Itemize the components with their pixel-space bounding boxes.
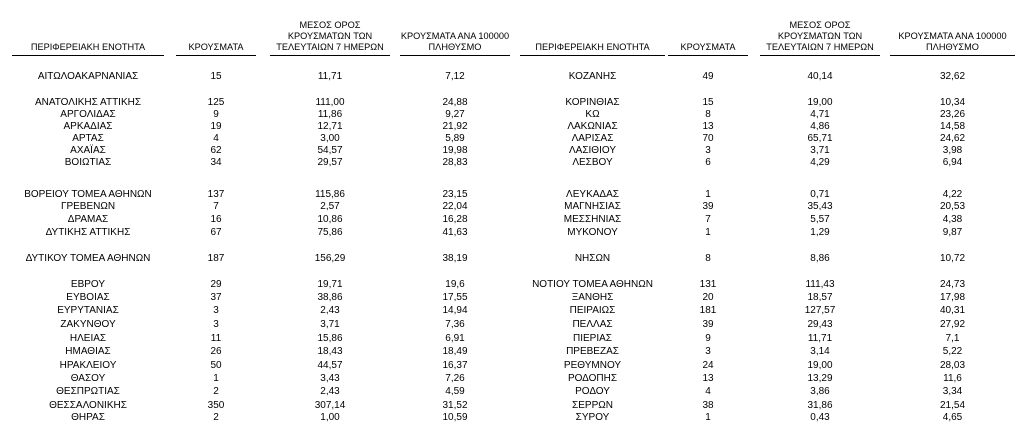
per100k-value: 4,38 — [942, 214, 963, 225]
table-row — [0, 400, 1024, 412]
region-name: ΜΑΓΝΗΣΙΑΣ — [564, 201, 621, 212]
cases-value: 2 — [213, 386, 219, 397]
avg-value: 29,43 — [807, 319, 833, 330]
region-name: ΡΟΔΟΠΗΣ — [567, 373, 618, 384]
region-name: ΜΕΣΣΗΝΙΑΣ — [563, 214, 622, 225]
per100k-value: 21,54 — [939, 400, 966, 411]
avg-value: 307,14 — [314, 400, 346, 411]
cases-value: 24 — [702, 360, 714, 371]
table-row — [0, 279, 1024, 291]
per100k-value: 38,19 — [442, 253, 468, 264]
per100k-value: 17,55 — [442, 292, 468, 303]
table-row — [0, 109, 1024, 121]
avg-value: 4,71 — [810, 109, 830, 120]
region-name: ΔΡΑΜΑΣ — [67, 214, 109, 225]
table-row — [0, 360, 1024, 372]
table-row — [0, 121, 1024, 133]
per100k-value: 24,73 — [939, 279, 966, 290]
region-name: ΠΕΛΛΑΣ — [572, 319, 613, 330]
per100k-value: 3,34 — [942, 386, 963, 397]
region-name: ΘΕΣΠΡΩΤΙΑΣ — [56, 386, 120, 397]
avg-value: 10,86 — [317, 214, 343, 225]
avg-value: 19,71 — [317, 279, 343, 290]
region-name: ΣΕΡΡΩΝ — [572, 400, 613, 411]
cases-value: 37 — [210, 292, 222, 303]
per100k-value: 4,22 — [942, 189, 963, 200]
region-name: ΑΡΚΑΔΙΑΣ — [63, 121, 113, 132]
avg-value: 15,86 — [317, 333, 343, 344]
region-name: ΣΥΡΟΥ — [575, 412, 610, 423]
per100k-value: 20,53 — [939, 201, 966, 212]
table-row — [0, 253, 1024, 265]
table-row — [0, 133, 1024, 145]
per100k-value: 4,65 — [942, 412, 963, 423]
avg-value: 29,57 — [317, 157, 343, 168]
region-name: ΒΟΙΩΤΙΑΣ — [64, 157, 112, 168]
per100k-value: 9,87 — [942, 227, 963, 238]
table-row — [0, 346, 1024, 358]
per100k-value: 41,63 — [442, 227, 468, 238]
per100k-value: 23,26 — [939, 109, 966, 120]
table-row — [0, 412, 1024, 424]
table-row — [0, 333, 1024, 345]
per100k-value: 27,92 — [939, 319, 966, 330]
cases-value: 1 — [213, 373, 219, 384]
avg-value: 19,00 — [807, 97, 833, 108]
cases-value: 38 — [702, 400, 714, 411]
avg-value: 127,57 — [804, 305, 836, 316]
cases-value: 15 — [702, 97, 714, 108]
header-avg-left: ΜΕΣΟΣ ΟΡΟΣ ΚΡΟΥΣΜΑΤΩΝ ΤΩΝ ΤΕΛΕΥΤΑΙΩΝ 7 ΗΜΕΡΩΝ — [270, 10, 390, 56]
cases-value: 19 — [210, 121, 222, 132]
cases-value: 26 — [210, 346, 222, 357]
per100k-value: 7,1 — [945, 333, 960, 344]
region-name: ΚΟΡΙΝΘΙΑΣ — [565, 97, 620, 108]
avg-value: 1,29 — [810, 227, 830, 238]
table-row — [0, 227, 1024, 239]
cases-value: 13 — [702, 373, 714, 384]
per100k-value: 32,62 — [939, 71, 966, 82]
header-region-left: ΠΕΡΙΦΕΡΕΙΑΚΗ ΕΝΟΤΗΤΑ — [12, 10, 164, 56]
cases-value: 9 — [705, 333, 711, 344]
per100k-value: 14,58 — [939, 121, 966, 132]
region-name: ΜΥΚΟΝΟΥ — [567, 227, 618, 238]
avg-value: 54,57 — [317, 145, 343, 156]
region-name: ΘΕΣΣΑΛΟΝΙΚΗΣ — [49, 400, 127, 411]
cases-value: 181 — [699, 305, 717, 316]
region-name: ΠΙΕΡΙΑΣ — [573, 333, 612, 344]
avg-value: 13,29 — [807, 373, 833, 384]
per100k-value: 7,12 — [445, 71, 465, 82]
cases-value: 39 — [702, 201, 714, 212]
header-avg-right: ΜΕΣΟΣ ΟΡΟΣ ΚΡΟΥΣΜΑΤΩΝ ΤΩΝ ΤΕΛΕΥΤΑΙΩΝ 7 ΗΜΕΡΩΝ — [760, 10, 880, 56]
cases-value: 187 — [207, 253, 225, 264]
region-name: ΘΑΣΟΥ — [70, 373, 106, 384]
cases-value: 4 — [705, 386, 711, 397]
avg-value: 11,86 — [317, 109, 343, 120]
per100k-value: 16,37 — [442, 360, 468, 371]
region-name: ΕΒΡΟΥ — [70, 279, 106, 290]
avg-value: 40,14 — [807, 71, 833, 82]
region-name: ΛΑΡΙΣΑΣ — [571, 133, 614, 144]
table-row — [0, 386, 1024, 398]
per100k-value: 7,26 — [445, 373, 465, 384]
region-name: ΔΥΤΙΚΗΣ ΑΤΤΙΚΗΣ — [45, 227, 131, 238]
cases-value: 29 — [210, 279, 222, 290]
cases-value: 70 — [702, 133, 714, 144]
cases-value: 7 — [705, 214, 711, 225]
table-row — [0, 319, 1024, 331]
per100k-value: 23,15 — [442, 189, 468, 200]
avg-value: 111,43 — [805, 279, 835, 290]
per100k-value: 10,72 — [939, 253, 966, 264]
per100k-value: 24,62 — [939, 133, 966, 144]
cases-value: 34 — [210, 157, 222, 168]
header-region-right: ΠΕΡΙΦΕΡΕΙΑΚΗ ΕΝΟΤΗΤΑ — [520, 10, 665, 56]
cases-value: 131 — [699, 279, 717, 290]
cases-value: 20 — [702, 292, 714, 303]
per100k-value: 4,59 — [445, 386, 465, 397]
cases-value: 13 — [702, 121, 714, 132]
table-row — [0, 157, 1024, 169]
cases-value: 1 — [705, 227, 711, 238]
per100k-value: 7,36 — [445, 319, 465, 330]
cases-value: 67 — [210, 227, 222, 238]
region-name: ΕΥΡΥΤΑΝΙΑΣ — [57, 305, 119, 316]
per100k-value: 19,98 — [442, 145, 468, 156]
per100k-value: 17,98 — [939, 292, 966, 303]
cases-value: 15 — [210, 71, 222, 82]
region-name: ΔΥΤΙΚΟΥ ΤΟΜΕΑ ΑΘΗΝΩΝ — [25, 253, 151, 264]
region-name: ΛΕΣΒΟΥ — [572, 157, 613, 168]
avg-value: 44,57 — [317, 360, 343, 371]
avg-value: 2,57 — [320, 201, 340, 212]
region-name: ΝΟΤΙΟΥ ΤΟΜΕΑ ΑΘΗΝΩΝ — [532, 279, 653, 290]
region-name: ΝΗΣΩΝ — [574, 253, 611, 264]
region-name: ΑΙΤΩΛΟΑΚΑΡΝΑΝΙΑΣ — [37, 71, 139, 82]
avg-value: 3,00 — [320, 133, 340, 144]
per100k-value: 5,22 — [942, 346, 963, 357]
cases-value: 6 — [705, 157, 711, 168]
region-name: ΗΡΑΚΛΕΙΟΥ — [59, 360, 117, 371]
cases-value: 125 — [207, 97, 225, 108]
per100k-value: 14,94 — [442, 305, 468, 316]
region-name: ΚΟΖΑΝΗΣ — [568, 71, 617, 82]
region-name: ΑΡΤΑΣ — [72, 133, 104, 144]
per100k-value: 19,6 — [445, 279, 465, 290]
header-per100k-left: ΚΡΟΥΣΜΑΤΑ ΑΝΑ 100000 ΠΛΗΘΥΣΜΟ — [400, 10, 510, 56]
per100k-value: 10,34 — [939, 97, 966, 108]
table-row — [0, 189, 1024, 201]
table-row — [0, 292, 1024, 304]
region-name: ΛΑΣΙΘΙΟΥ — [569, 145, 616, 156]
avg-value: 3,43 — [320, 373, 340, 384]
cases-value: 3 — [705, 145, 711, 156]
cases-value: 50 — [210, 360, 222, 371]
avg-value: 8,86 — [810, 253, 830, 264]
avg-value: 2,43 — [320, 305, 340, 316]
region-name: ΘΗΡΑΣ — [71, 412, 105, 423]
cases-value: 1 — [705, 189, 711, 200]
avg-value: 3,86 — [810, 386, 830, 397]
per100k-value: 16,28 — [442, 214, 468, 225]
cases-value: 9 — [213, 109, 219, 120]
table-row — [0, 373, 1024, 385]
header-cases-left: ΚΡΟΥΣΜΑΤΑ — [176, 10, 256, 56]
avg-value: 5,57 — [810, 214, 830, 225]
per100k-value: 3,98 — [942, 145, 963, 156]
header-cases-right: ΚΡΟΥΣΜΑΤΑ — [668, 10, 748, 56]
cases-value: 7 — [213, 201, 219, 212]
avg-value: 0,43 — [810, 412, 830, 423]
avg-value: 11,71 — [807, 333, 833, 344]
per100k-value: 6,94 — [942, 157, 963, 168]
table-row — [0, 201, 1024, 213]
avg-value: 0,71 — [810, 189, 830, 200]
region-name: ΚΩ — [585, 109, 600, 120]
avg-value: 2,43 — [320, 386, 340, 397]
cases-value: 1 — [705, 412, 711, 423]
per100k-value: 40,31 — [939, 305, 966, 316]
per100k-value: 18,49 — [442, 346, 468, 357]
table-row — [0, 145, 1024, 157]
table-row — [0, 305, 1024, 317]
avg-value: 75,86 — [317, 227, 343, 238]
avg-value: 35,43 — [807, 201, 833, 212]
cases-value: 8 — [705, 253, 711, 264]
per100k-value: 6,91 — [445, 333, 465, 344]
region-name: ΡΕΘΥΜΝΟΥ — [563, 360, 622, 371]
per100k-value: 22,04 — [442, 201, 468, 212]
region-name: ΕΥΒΟΙΑΣ — [66, 292, 110, 303]
per100k-value: 28,03 — [939, 360, 966, 371]
cases-value: 16 — [210, 214, 222, 225]
region-name: ΗΜΑΘΙΑΣ — [65, 346, 111, 357]
region-name: ΗΛΕΙΑΣ — [69, 333, 107, 344]
avg-value: 111,00 — [315, 97, 345, 108]
per100k-value: 21,92 — [442, 121, 468, 132]
table-row — [0, 214, 1024, 226]
region-name: ΞΑΝΘΗΣ — [571, 292, 614, 303]
table-row — [0, 71, 1024, 83]
region-name: ΖΑΚΥΝΘΟΥ — [60, 319, 116, 330]
per100k-value: 9,27 — [445, 109, 465, 120]
avg-value: 18,43 — [317, 346, 343, 357]
cases-value: 39 — [702, 319, 714, 330]
region-name: ΛΕΥΚΑΔΑΣ — [566, 189, 619, 200]
per100k-value: 5,89 — [445, 133, 465, 144]
region-name: ΠΕΙΡΑΙΩΣ — [569, 305, 616, 316]
avg-value: 12,71 — [317, 121, 343, 132]
region-name: ΓΡΕΒΕΝΩΝ — [60, 201, 116, 212]
per100k-value: 10,59 — [442, 412, 468, 423]
cases-value: 2 — [213, 412, 219, 423]
cases-value: 8 — [705, 109, 711, 120]
avg-value: 65,71 — [807, 133, 833, 144]
avg-value: 18,57 — [807, 292, 833, 303]
cases-value: 3 — [213, 319, 219, 330]
region-name: ΒΟΡΕΙΟΥ ΤΟΜΕΑ ΑΘΗΝΩΝ — [24, 189, 152, 200]
avg-value: 1,00 — [320, 412, 340, 423]
avg-value: 11,71 — [317, 71, 343, 82]
avg-value: 4,29 — [810, 157, 830, 168]
cases-value: 62 — [210, 145, 222, 156]
avg-value: 115,86 — [315, 189, 345, 200]
cases-value: 11 — [210, 333, 222, 344]
cases-value: 137 — [207, 189, 225, 200]
avg-value: 3,71 — [810, 145, 830, 156]
region-name: ΑΡΓΟΛΙΔΑΣ — [60, 109, 116, 120]
avg-value: 19,00 — [807, 360, 833, 371]
table-row — [0, 97, 1024, 109]
cases-value: 49 — [702, 71, 714, 82]
cases-value: 3 — [213, 305, 219, 316]
region-name: ΠΡΕΒΕΖΑΣ — [566, 346, 619, 357]
avg-value: 31,86 — [807, 400, 833, 411]
avg-value: 3,14 — [810, 346, 830, 357]
avg-value: 38,86 — [317, 292, 343, 303]
per100k-value: 24,88 — [442, 97, 468, 108]
cases-value: 4 — [213, 133, 219, 144]
region-name: ΡΟΔΟΥ — [575, 386, 610, 397]
per100k-value: 11,6 — [943, 373, 962, 384]
cases-value: 3 — [705, 346, 711, 357]
cases-value: 350 — [207, 400, 225, 411]
region-name: ΛΑΚΩΝΙΑΣ — [567, 121, 618, 132]
region-name: ΑΧΑΪΑΣ — [70, 145, 106, 156]
avg-value: 3,71 — [320, 319, 340, 330]
header-per100k-right: ΚΡΟΥΣΜΑΤΑ ΑΝΑ 100000 ΠΛΗΘΥΣΜΟ — [890, 10, 1015, 56]
per100k-value: 28,83 — [442, 157, 468, 168]
region-name: ΑΝΑΤΟΛΙΚΗΣ ΑΤΤΙΚΗΣ — [34, 97, 142, 108]
avg-value: 156,29 — [314, 253, 346, 264]
per100k-value: 31,52 — [442, 400, 468, 411]
avg-value: 4,86 — [810, 121, 830, 132]
